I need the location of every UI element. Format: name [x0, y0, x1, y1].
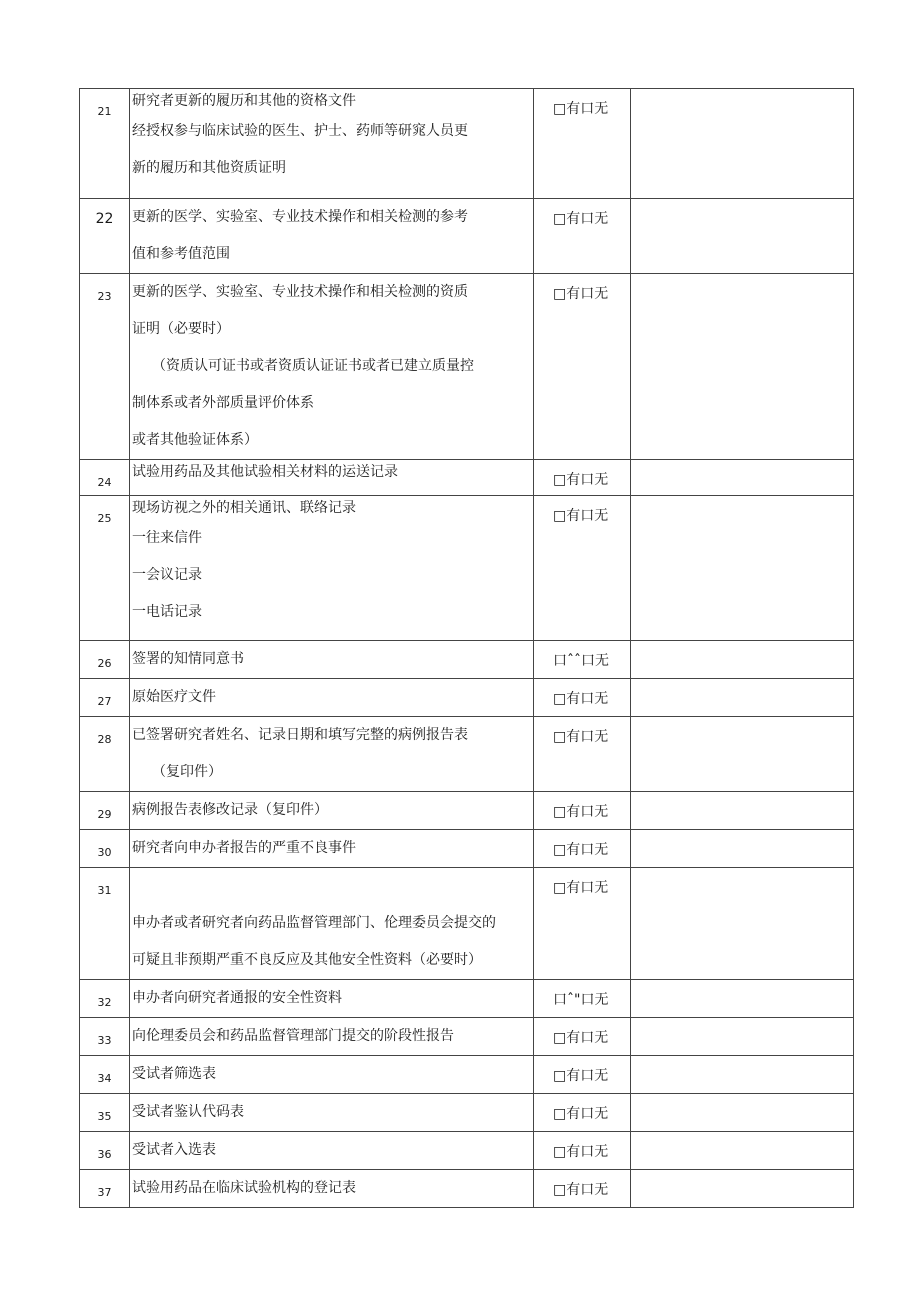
description-line: 现场访视之外的相关通讯、联络记录 [132, 500, 356, 516]
description-line: 证明（必要时） [132, 321, 230, 337]
description-line: 申办者或者研究者向药品监督管理部门、伦理委员会提交的 [132, 915, 496, 931]
description-line: （资质认可证书或者资质认证证书或者已建立质量控 [152, 358, 474, 374]
document-description [130, 717, 534, 792]
remarks-cell[interactable] [631, 1056, 854, 1094]
presence-checkbox-options[interactable]: □有口无 [534, 274, 631, 460]
remarks-cell[interactable] [631, 641, 854, 679]
item-number: 21 [80, 89, 130, 199]
table-row [80, 1170, 854, 1208]
presence-checkbox-options[interactable]: □有口无 [534, 460, 631, 496]
table-row [80, 980, 854, 1018]
document-description [130, 496, 534, 641]
table-row [80, 830, 854, 868]
remarks-cell[interactable] [631, 496, 854, 641]
remarks-cell[interactable] [631, 89, 854, 199]
description-line: 研究者向申办者报告的严重不良事件 [132, 840, 356, 856]
description-line: 研究者更新的履历和其他的资格文件 [132, 93, 356, 109]
table-row [80, 1094, 854, 1132]
table-row [80, 460, 854, 496]
remarks-cell[interactable] [631, 830, 854, 868]
remarks-cell[interactable] [631, 980, 854, 1018]
document-description [130, 89, 534, 199]
item-number: 30 [80, 830, 130, 868]
presence-checkbox-options[interactable]: □有口无 [534, 830, 631, 868]
presence-checkbox-options[interactable]: □有口无 [534, 496, 631, 641]
document-description [130, 1132, 534, 1170]
description-line: 受试者入选表 [132, 1142, 216, 1158]
presence-checkbox-options[interactable]: □有口无 [534, 199, 631, 274]
presence-checkbox-options[interactable]: 口ˆ"口无 [534, 980, 631, 1018]
description-line: 制体系或者外部质量评价体系 [132, 395, 314, 411]
table-row [80, 868, 854, 980]
table-body [80, 89, 854, 1208]
description-line: 一往来信件 [132, 530, 202, 546]
table-row [80, 717, 854, 792]
remarks-cell[interactable] [631, 460, 854, 496]
item-number: 26 [80, 641, 130, 679]
description-line: 试验用药品在临床试验机构的登记表 [132, 1180, 356, 1196]
presence-checkbox-options[interactable]: □有口无 [534, 717, 631, 792]
description-line: 经授权参与临床试验的医生、护士、药师等研窕人员更 [132, 123, 468, 139]
table-row [80, 679, 854, 717]
description-line: 申办者向研究者通报的安全性资料 [132, 990, 342, 1006]
presence-checkbox-options[interactable]: □有口无 [534, 679, 631, 717]
table-row [80, 792, 854, 830]
remarks-cell[interactable] [631, 1018, 854, 1056]
item-number: 25 [80, 496, 130, 641]
document-description [130, 792, 534, 830]
document-description [130, 679, 534, 717]
remarks-cell[interactable] [631, 868, 854, 980]
description-line: 更新的医学、实验室、专业技术操作和相关检测的参考 [132, 209, 468, 225]
document-description [130, 1056, 534, 1094]
table-row [80, 274, 854, 460]
remarks-cell[interactable] [631, 199, 854, 274]
item-number: 31 [80, 868, 130, 980]
document-description [130, 199, 534, 274]
remarks-cell[interactable] [631, 1170, 854, 1208]
description-line: 一会议记录 [132, 567, 202, 583]
remarks-cell[interactable] [631, 1132, 854, 1170]
description-line: 受试者筛选表 [132, 1066, 216, 1082]
remarks-cell[interactable] [631, 274, 854, 460]
document-description [130, 1170, 534, 1208]
table-row [80, 199, 854, 274]
presence-checkbox-options[interactable]: □有口无 [534, 792, 631, 830]
table-row [80, 1132, 854, 1170]
document-description [130, 868, 534, 980]
item-number: 32 [80, 980, 130, 1018]
description-line: 一电话记录 [132, 604, 202, 620]
description-line: 更新的医学、实验室、专业技术操作和相关检测的资质 [132, 284, 468, 300]
document-description [130, 460, 534, 496]
item-number: 28 [80, 717, 130, 792]
description-line: 新的履历和其他资质证明 [132, 160, 286, 176]
item-number: 24 [80, 460, 130, 496]
item-number: 33 [80, 1018, 130, 1056]
presence-checkbox-options[interactable]: □有口无 [534, 1018, 631, 1056]
document-description [130, 980, 534, 1018]
description-line: 值和参考值范围 [132, 246, 230, 262]
document-checklist-table [79, 88, 854, 1208]
document-description [130, 1094, 534, 1132]
item-number: 36 [80, 1132, 130, 1170]
description-line: 试验用药品及其他试验相关材料的运送记录 [132, 464, 398, 480]
document-description [130, 641, 534, 679]
document-description [130, 274, 534, 460]
item-number: 29 [80, 792, 130, 830]
item-number: 22 [80, 199, 130, 274]
remarks-cell[interactable] [631, 717, 854, 792]
item-number: 35 [80, 1094, 130, 1132]
presence-checkbox-options[interactable]: □有口无 [534, 868, 631, 980]
table-row [80, 89, 854, 199]
description-line: 已签署研究者姓名、记录日期和填写完整的病例报告表 [132, 727, 468, 743]
item-number: 37 [80, 1170, 130, 1208]
table-row [80, 496, 854, 641]
item-number: 34 [80, 1056, 130, 1094]
remarks-cell[interactable] [631, 1094, 854, 1132]
table-row [80, 641, 854, 679]
description-line: 或者其他验证体系） [132, 432, 258, 448]
description-line: 病例报告表修改记录（复印件） [132, 802, 328, 818]
table-row [80, 1018, 854, 1056]
item-number: 23 [80, 274, 130, 460]
description-line: （复印件） [152, 764, 222, 780]
presence-checkbox-options[interactable]: □有口无 [534, 1094, 631, 1132]
description-line: 受试者鉴认代码表 [132, 1104, 244, 1120]
table-row [80, 1056, 854, 1094]
remarks-cell[interactable] [631, 792, 854, 830]
item-number: 27 [80, 679, 130, 717]
description-line [132, 868, 533, 905]
presence-checkbox-options[interactable]: □有口无 [534, 89, 631, 199]
remarks-cell[interactable] [631, 679, 854, 717]
presence-checkbox-options[interactable]: □有口无 [534, 1056, 631, 1094]
description-line: 可疑且非预期严重不良反应及其他安全性资料（必要时） [132, 952, 482, 968]
document-description [130, 1018, 534, 1056]
description-line: 签署的知情同意书 [132, 651, 244, 667]
presence-checkbox-options[interactable]: □有口无 [534, 1170, 631, 1208]
presence-checkbox-options[interactable]: □有口无 [534, 1132, 631, 1170]
description-line: 原始医疗文件 [132, 689, 216, 705]
description-line: 向伦理委员会和药品监督管理部门提交的阶段性报告 [132, 1028, 454, 1044]
document-description [130, 830, 534, 868]
presence-checkbox-options[interactable]: 口ˆˆ口无 [534, 641, 631, 679]
